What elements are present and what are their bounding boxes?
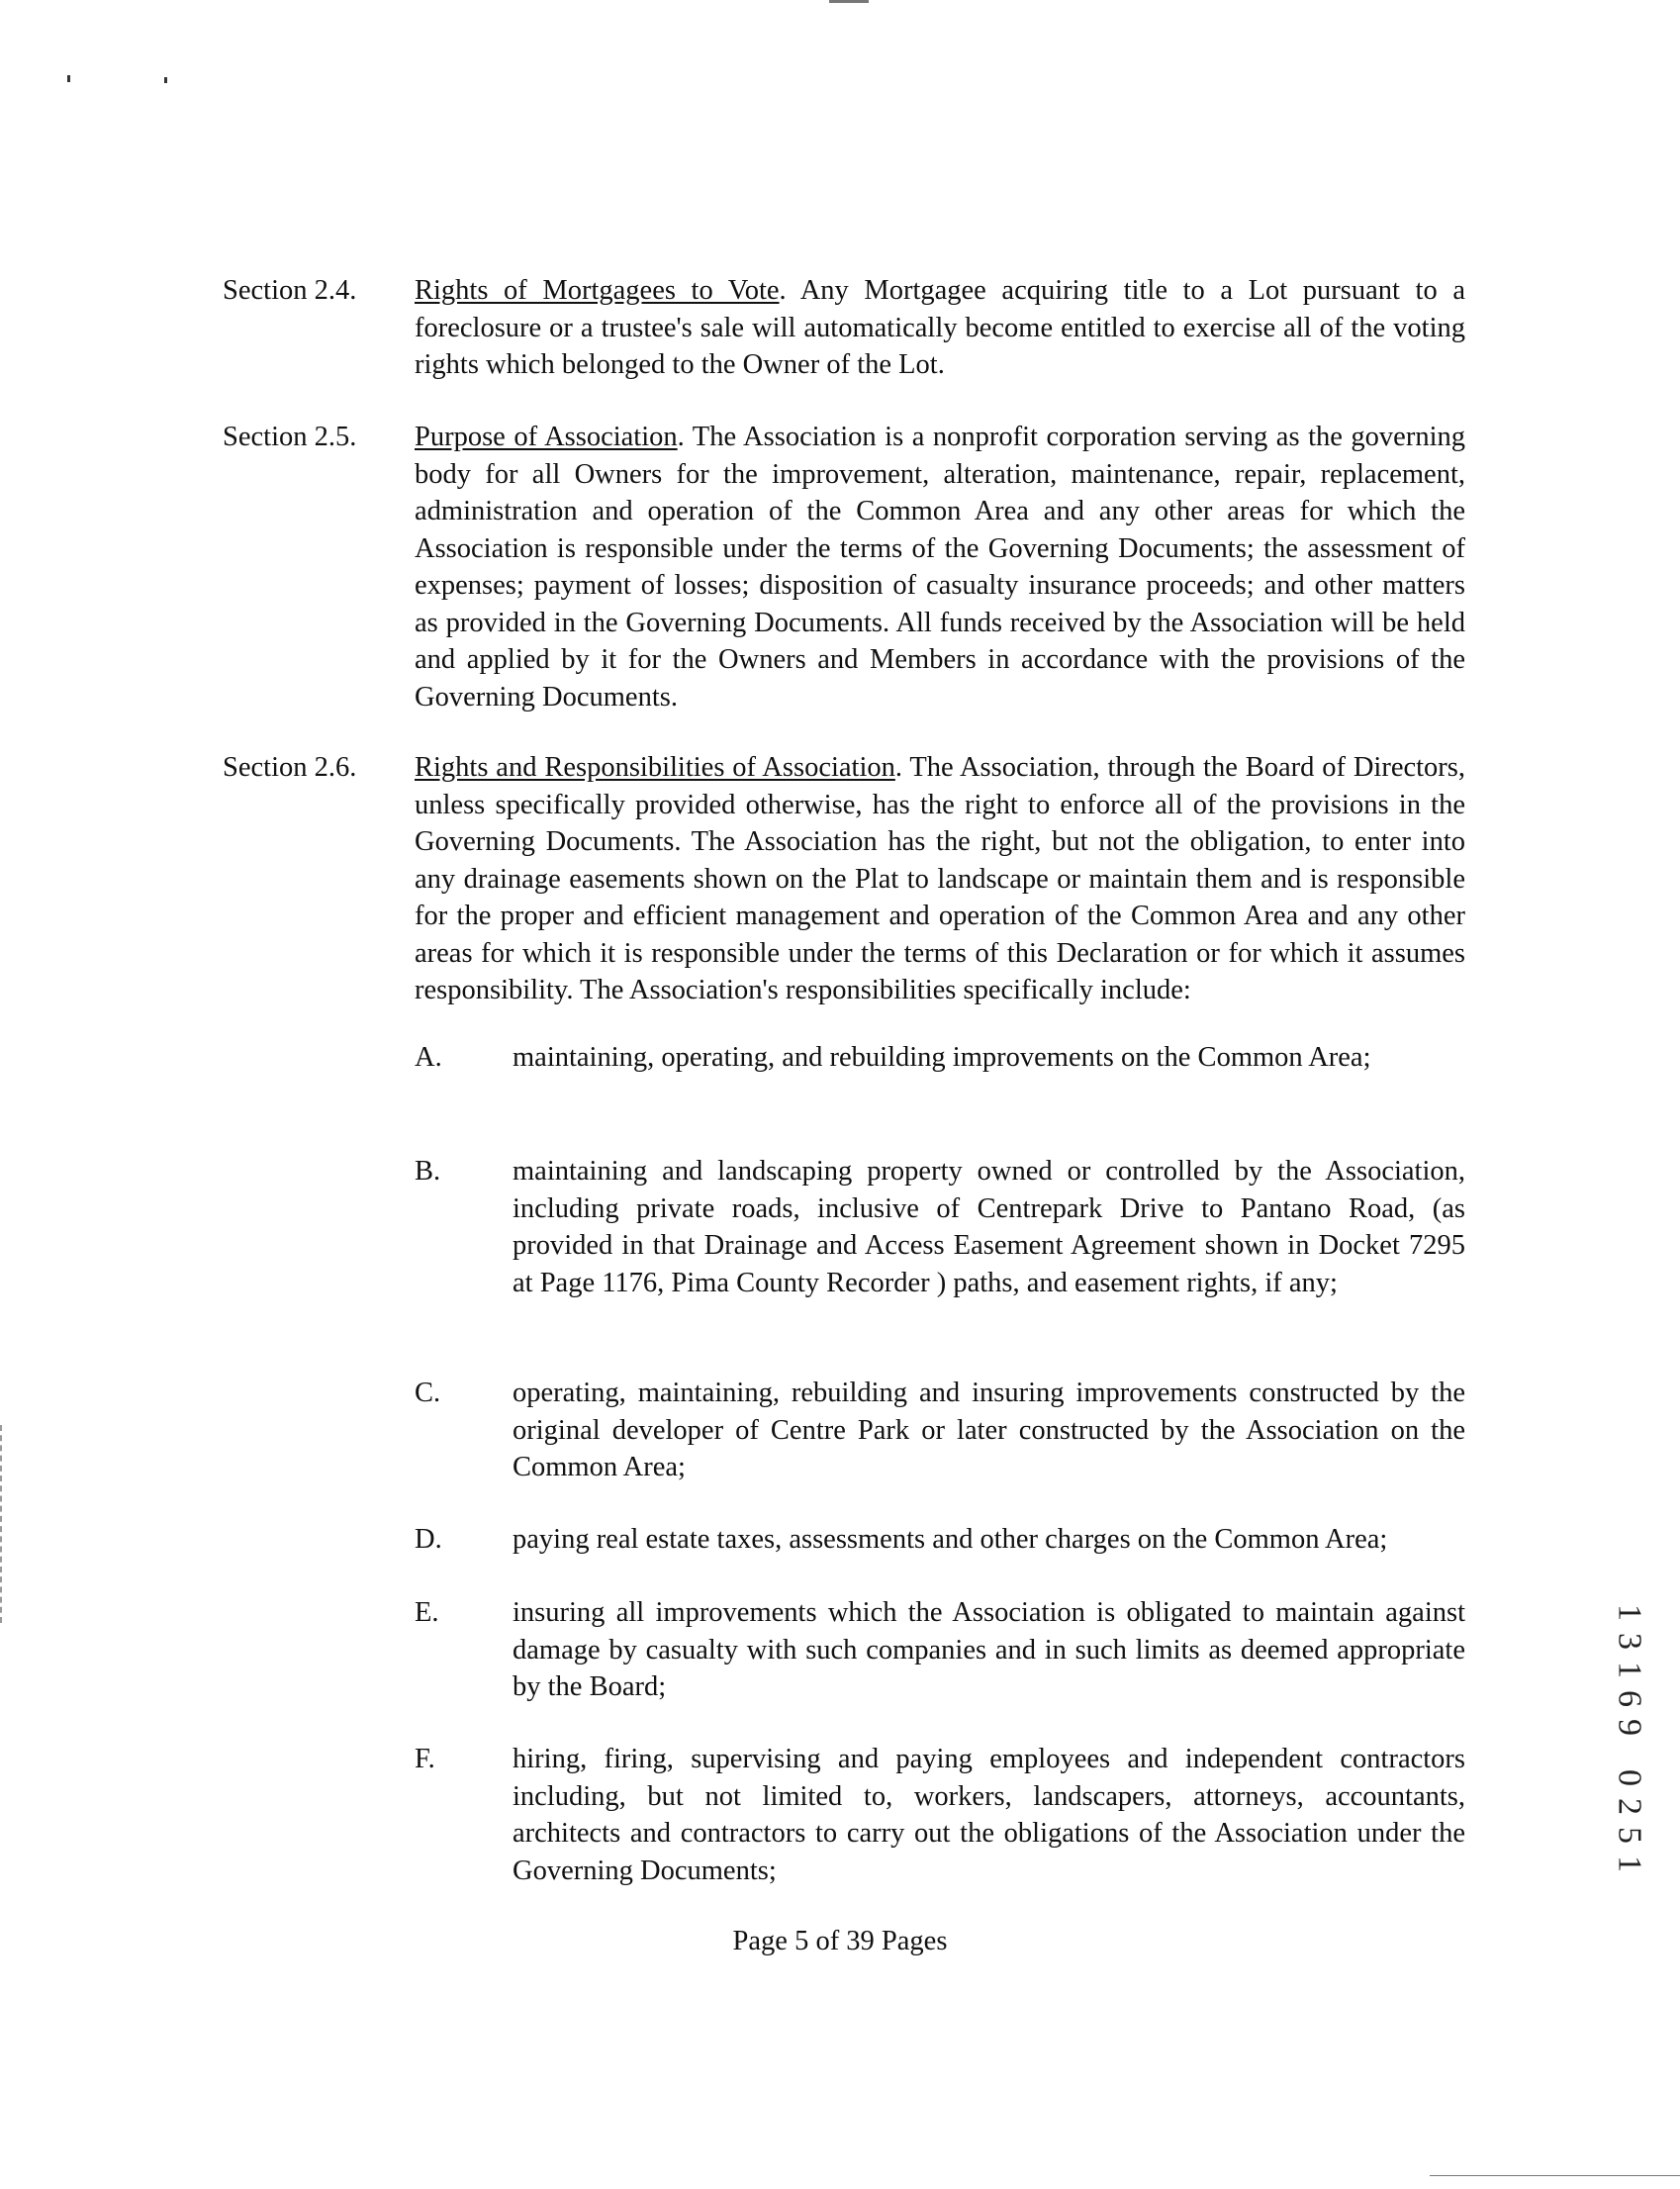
- list-item-text: maintaining, operating, and rebuilding improvements on the Common Area;: [513, 1042, 1371, 1073]
- section-text: . The Association, through the Board of Directors, unless specifically provided otherwise, has the right to enforce all of the provisions in the Governing Documents. The Association has the right, but not the obligation, to enter into any drainage easements shown on the Plat to landscape or maintain them and is responsible for the proper and efficient management and operation of the Common Area and any other areas for which it is responsible under the terms of this Declaration or for which it assumes responsibility. The Association's responsibilities specifically include:: [415, 752, 1465, 1005]
- scan-speck: [67, 75, 70, 82]
- section-number: Section 2.6.: [223, 752, 357, 783]
- stamp-digit: 0: [1611, 1769, 1648, 1786]
- stamp-digit: 2: [1611, 1798, 1648, 1815]
- list-item-text: paying real estate taxes, assessments and other charges on the Common Area;: [513, 1524, 1388, 1555]
- section-2-4: [223, 272, 1469, 386]
- section-title: Rights and Responsibilities of Association: [415, 752, 895, 783]
- list-item-text: insuring all improvements which the Association is obligated to maintain against damage by casualty with such companies and in such limits as deemed appropriate by the Board;: [513, 1597, 1465, 1702]
- section-title: Rights of Mortgagees to Vote: [415, 275, 780, 306]
- list-item-letter: D.: [415, 1524, 442, 1555]
- list-item-letter: B.: [415, 1156, 441, 1187]
- recording-stamp: [1611, 1598, 1654, 1878]
- list-item-letter: A.: [415, 1042, 442, 1073]
- stamp-digit: 1: [1611, 1604, 1648, 1621]
- stamp-digit: 3: [1611, 1633, 1648, 1650]
- scan-speck: [829, 0, 869, 3]
- stamp-gap: [1615, 1742, 1654, 1763]
- page-number-footer: Page 5 of 39 Pages: [732, 1926, 948, 1956]
- section-body: [415, 749, 1465, 1009]
- list-item-letter: C.: [415, 1378, 441, 1408]
- section-2-5: [223, 419, 1469, 715]
- section-text: . Any Mortgagee acquiring title to a Lot pursuant to a foreclosure or a trustee's sale will automatically become entitled to exercise all of the voting rights which belonged to the Owner of the Lot.: [415, 275, 1465, 380]
- list-item-text: maintaining and landscaping property owned or controlled by the Association, including private roads, inclusive of Centrepark Drive to Pantano Road, (as provided in that Drainage and Access Easement Agreement shown in Docket 7295 at Page 1176, Pima County Recorder ) paths, and easement rights, if any;: [513, 1156, 1465, 1298]
- scan-speck: [164, 77, 167, 83]
- stamp-digit: 1: [1611, 1662, 1648, 1678]
- scan-bottom-rule: [1430, 2175, 1680, 2176]
- section-title: Purpose of Association: [415, 422, 678, 452]
- list-item-text: hiring, firing, supervising and paying employees and independent contractors including, but not limited to, workers, landscapers, attorneys, accountants, architects and contractors to carry out the obligations of the Association under the Governing Documents;: [513, 1744, 1465, 1886]
- docket-number: [1611, 1598, 1654, 1742]
- section-number: Section 2.4.: [223, 275, 357, 306]
- list-item-text: operating, maintaining, rebuilding and insuring improvements constructed by the original developer of Centre Park or later constructed by the Association on the Common Area;: [513, 1378, 1465, 1482]
- stamp-digit: 5: [1611, 1827, 1648, 1844]
- section-text: . The Association is a nonprofit corporation serving as the governing body for all Owners for the improvement, alteration, maintenance, repair, replacement, administration and operation of the Common Area and any other areas for which the Association is responsible under the terms of the Governing Documents; the assessment of expenses; payment of losses; disposition of casualty insurance proceeds; and other matters as provided in the Governing Documents. All funds received by the Association will be held and applied by it for the Owners and Members in accordance with the provisions of the Governing Documents.: [415, 422, 1465, 713]
- scan-edge-mark: [0, 1425, 5, 1623]
- list-item-letter: E.: [415, 1597, 439, 1628]
- stamp-digit: 9: [1611, 1719, 1648, 1736]
- section-2-6: [223, 749, 1469, 1046]
- section-body: [415, 419, 1465, 715]
- stamp-digit: 6: [1611, 1690, 1648, 1707]
- page-reference: [1611, 1763, 1654, 1878]
- section-body: [415, 272, 1465, 384]
- list-item-letter: F.: [415, 1744, 435, 1774]
- section-number: Section 2.5.: [223, 422, 357, 452]
- stamp-digit: 1: [1611, 1856, 1648, 1872]
